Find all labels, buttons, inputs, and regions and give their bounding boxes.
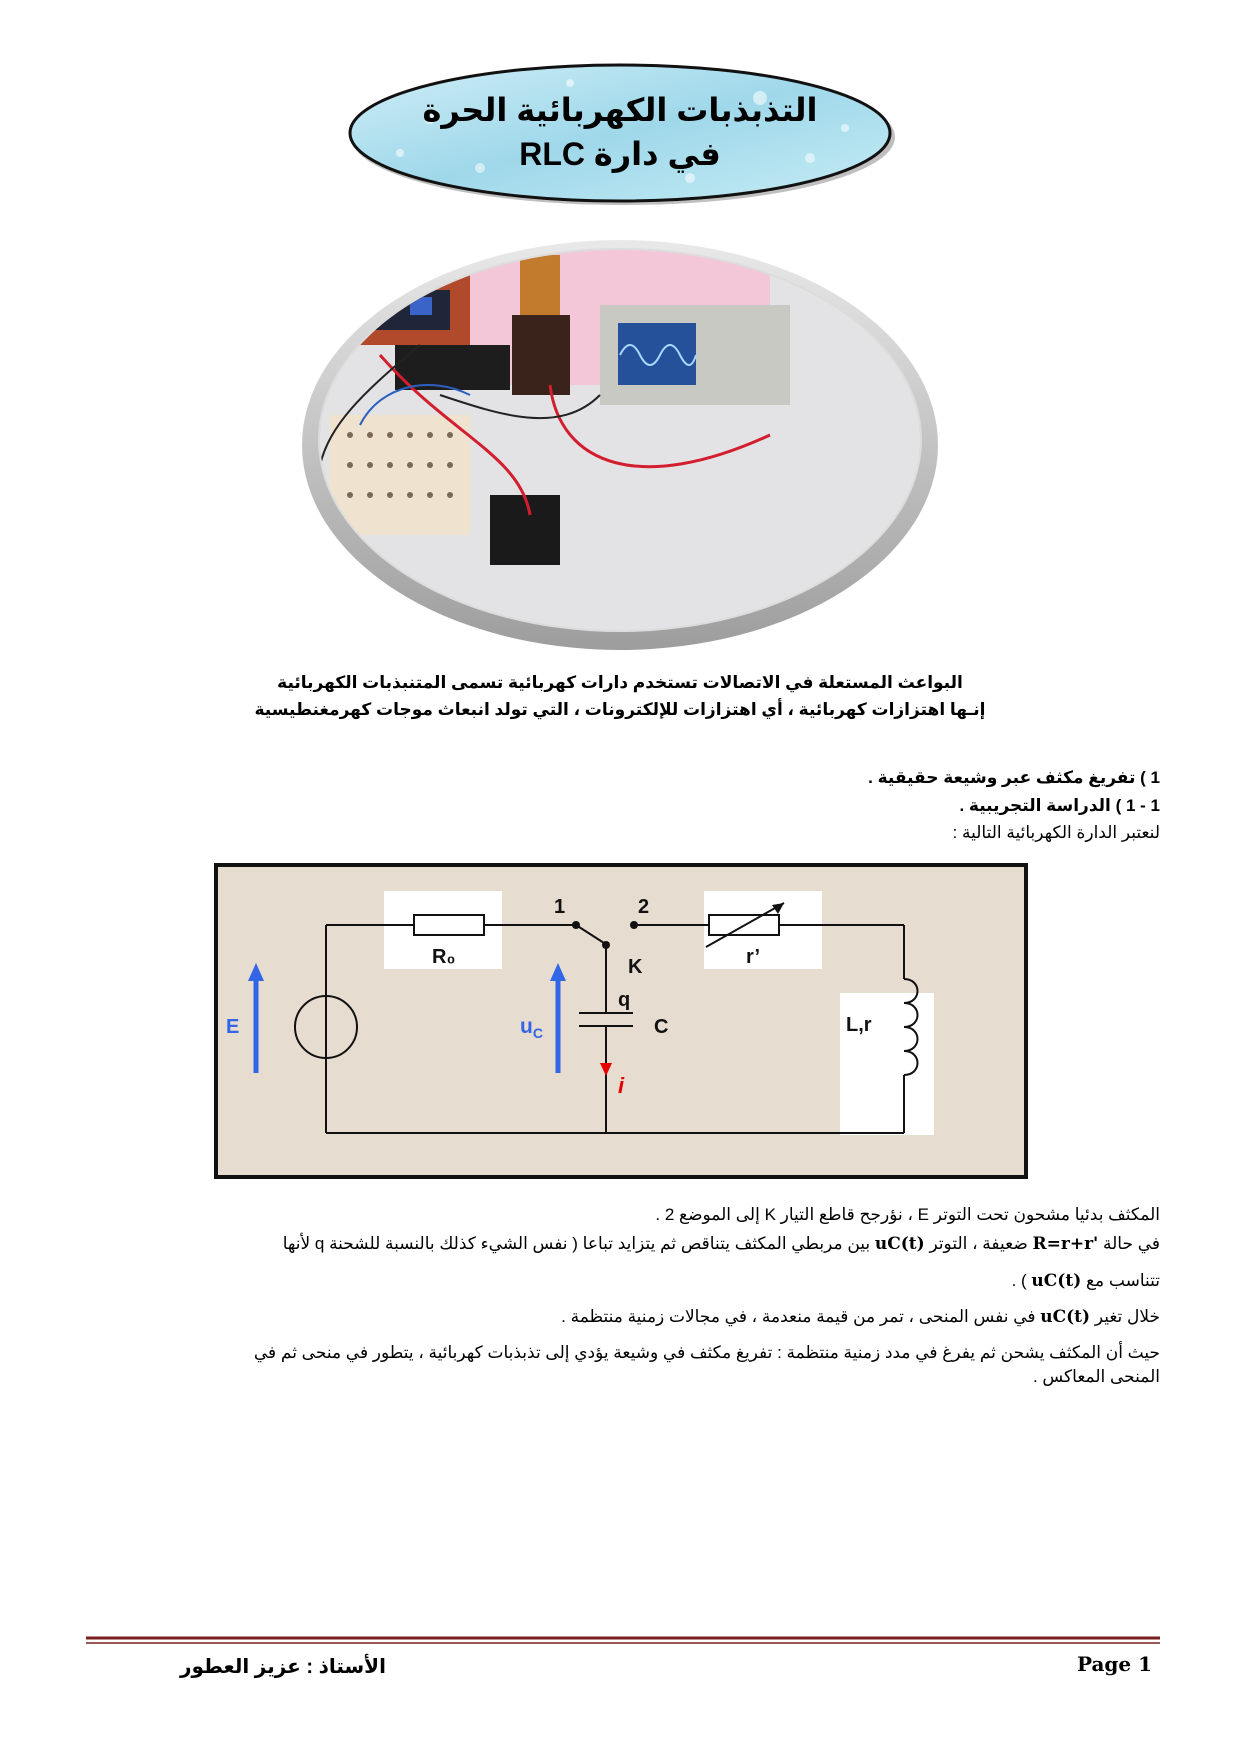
footer-author: الأستاذ : عزيز العطور [180,1656,386,1678]
uc-t-symbol: uC(t) [874,1234,925,1254]
label-inductor-lr: L,r [846,1014,872,1036]
label-switch-k: K [628,956,643,978]
intro-text: لنعتبر الدارة الكهربائية التالية : [952,823,1160,842]
section-heading-1: 1 ) تفريغ مكثف عبر وشيعة حقيقية . [868,768,1160,787]
paragraph-5: حيث أن المكثف يشحن ثم يفرغ في مدد زمنية منتظمة : تفريغ مكثف في وشيعة يؤدي إلى تذبذبات كهربائية ، يتطور في منحى ثم في [253,1343,1160,1362]
label-r-prime: r’ [746,946,761,968]
paragraph-2 [100,1233,1160,1255]
label-r0: R₀ [432,946,456,968]
footer-page-number: Page 1 [1076,1652,1152,1676]
p2-text-c: بين مربطي المكثف يتناقص ثم يتزايد تباعا ( نفس الشيء كذلك بالنسبة للشحنة q لأنها [282,1234,871,1253]
p3-text-a: تتناسب مع [1086,1271,1160,1290]
label-uc-subscript: C [532,1025,543,1041]
formula-r-total: R=r+r' [1032,1234,1099,1254]
paragraph-3 [100,1270,1160,1292]
label-capacitor-c: C [654,1016,669,1038]
label-position-2: 2 [638,896,650,918]
label-e: E [226,1016,240,1038]
uc-t-symbol: uC(t) [1040,1307,1091,1327]
caption-line-2: إنـها اهتزازات كهربائية ، أي اهتزازات للإلكترونات ، التي تولد انبعاث موجات كهرمغنطيسية [254,700,986,719]
label-uc: u [520,1015,533,1038]
p4-text-a: خلال تغير [1094,1307,1160,1326]
section-heading-1-1: 1 - 1 ) الدراسة التجريبية . [959,796,1160,815]
paragraph-6: المنحى المعاكس . [1032,1367,1160,1386]
lab-setup-photo [300,235,940,655]
paragraph-4 [100,1306,1160,1328]
title-line-2: في دارة RLC [519,136,721,172]
label-position-1: 1 [554,896,566,918]
page-title [340,88,900,176]
p2-text-b: ضعيفة ، التوتر [929,1234,1028,1253]
title-line-1: التذبذبات الكهربائية الحرة [422,92,818,128]
footer-rule [86,1636,1160,1646]
paragraph-1: المكثف بدئيا مشحون تحت التوتر E ، نؤرجح قاطع التيار K إلى الموضع 2 . [655,1205,1160,1224]
label-charge-q: q [618,989,631,1011]
caption-line-1: البواعث المستعلة في الاتصالات تستخدم دارات كهربائية تسمى المتنبذبات الكهربائية [277,673,963,692]
label-current-i: i [618,1073,625,1098]
rlc-circuit-diagram [214,863,1028,1179]
uc-t-symbol: uC(t) [1031,1271,1082,1291]
p2-text-a: في حالة [1102,1234,1160,1253]
p4-text-b: في نفس المنحى ، تمر من قيمة منعدمة ، في مجالات زمنية منتظمة . [561,1307,1036,1326]
p3-text-b: ) . [1011,1271,1027,1290]
